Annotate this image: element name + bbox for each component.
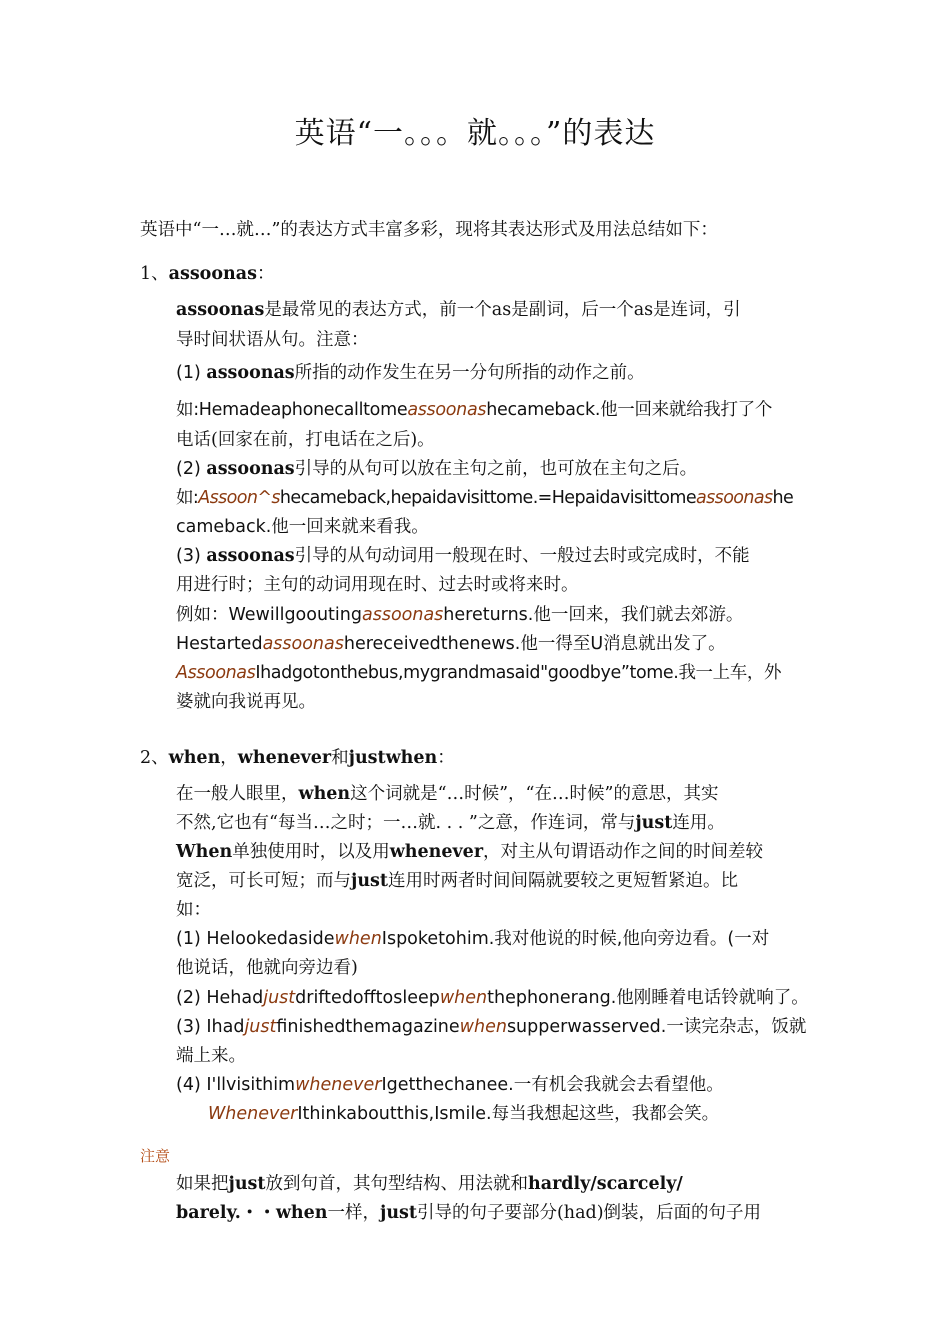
intro-paragraph: 英语中“一…就…”的表达方式丰富多彩，现将其表达形式及用法总结如下：: [140, 220, 718, 240]
section-1-heading: 1、assoonas：: [140, 264, 275, 284]
s2-paragraph-line: 在一般人眼里，when这个词就是“…时候”，“在…时候”的意思，其实: [176, 784, 719, 804]
s1-example-5-cont: 婆就向我说再见。: [176, 692, 316, 712]
s1-paragraph-line: 导时间状语从句。注意：: [176, 330, 369, 350]
s1-note-1: (1) assoonas所指的动作发生在另一分句所指的动作之前。: [176, 363, 645, 383]
s1-note-3-cont: 用进行时；主句的动词用现在时、过去时或将来时。: [176, 575, 579, 595]
s2-paragraph-line: When单独使用时，以及用whenever，对主从句谓语动作之间的时间差较: [176, 842, 764, 862]
s1-example-3: 例如：Wewillgooutingassoonashereturns.他一回来，我们就去郊游。: [176, 605, 744, 625]
section-2-heading: 2、when，whenever和justwhen：: [140, 748, 455, 768]
page-title: 英语“一。。。就。。。”的表达: [294, 116, 656, 151]
s1-example-2-cont: cameback.他一回来就来看我。: [176, 517, 429, 537]
s1-example-1: 如:Hemadeaphonecalltomeassoonashecameback.他一回来就给我打了个: [176, 400, 773, 420]
s1-paragraph-line: assoonas是最常见的表达方式，前一个as是副词，后一个as是连词，引: [176, 300, 741, 320]
s1-example-5: AssoonasIhadgotonthebus,mygrandmasaid"goodbye”tome.我一上车，外: [176, 663, 782, 683]
s2-example-2: (2) Hehadjustdriftedofftosleepwhenthephonerang.他刚睡着电话铃就响了。: [176, 988, 809, 1008]
s1-example-1-cont: 电话(回家在前，打电话在之后)。: [176, 430, 435, 450]
s2-example-3: (3) Ihadjustfinishedthemagazinewhensupperwasserved.一读完杂志，饭就: [176, 1017, 807, 1037]
s1-note-2: (2) assoonas引导的从句可以放在主句之前，也可放在主句之后。: [176, 459, 698, 479]
s2-example-5: WheneverIthinkaboutthis,Ismile.每当我想起这些，我都会笑。: [208, 1104, 720, 1124]
s2-paragraph-line: 不然,它也有“每当…之时；一…就. . . ”之意，作连词，常与just连用。: [176, 813, 725, 833]
s1-example-4: Hestartedassoonashereceivedthenews.他一得至U消息就出发了。: [176, 634, 726, 654]
note-line: 如果把just放到句首，其句型结构、用法就和hardly/scarcely/: [176, 1174, 683, 1194]
note-label: 注意: [140, 1147, 171, 1165]
s2-example-3-cont: 端上来。: [176, 1046, 246, 1066]
s1-example-2: 如:Assoon^shecameback,hepaidavisittome.=Hepaidavisittomeassoonashe: [176, 488, 794, 508]
s2-example-1: (1) HelookedasidewhenIspoketohim.我对他说的时候,他向旁边看。(一对: [176, 929, 770, 949]
s2-example-4: (4) I'llvisithimwheneverIgetthechanee.一有机会我就会去看望他。: [176, 1075, 724, 1095]
s2-paragraph-line: 宽泛，可长可短；而与just连用时两者时间间隔就要较之更短暂紧迫。比: [176, 871, 738, 891]
note-line: barely.・・when一样，just引导的句子要部分(had)倒装，后面的句子用: [176, 1203, 762, 1223]
s1-note-3: (3) assoonas引导的从句动词用一般现在时、一般过去时或完成时，不能: [176, 546, 750, 566]
s2-paragraph-line: 如：: [176, 900, 211, 920]
s2-example-1-cont: 他说话，他就向旁边看): [176, 958, 358, 978]
